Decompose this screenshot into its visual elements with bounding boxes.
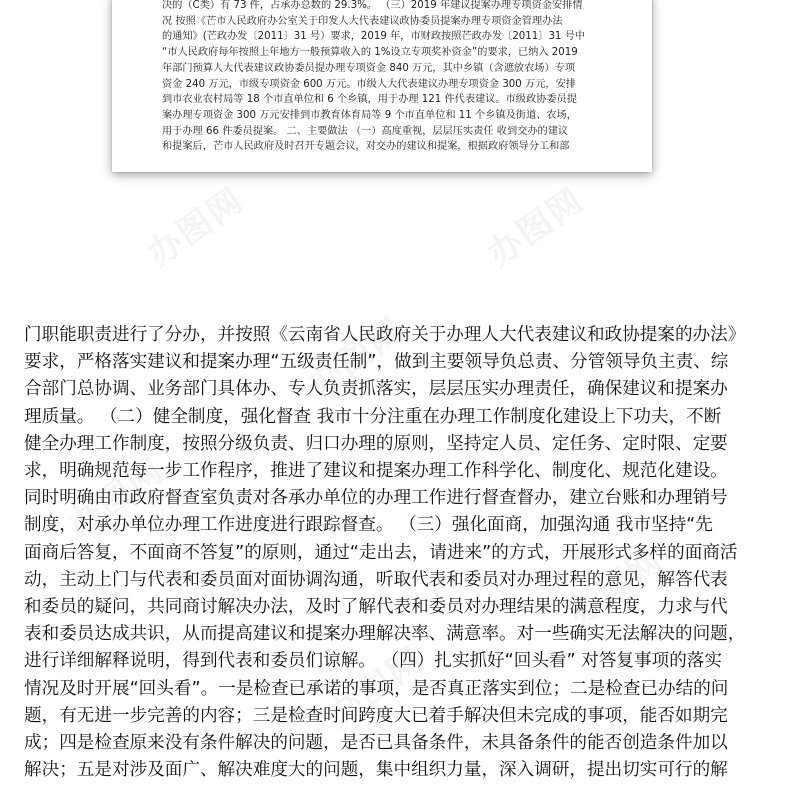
- body-line: 门职能职责进行了分办，并按照《云南省人民政府关于办理人大代表建议和政协提案的办法》: [24, 325, 746, 345]
- preview-line: “市人民政府每年按照上年地方一般预算收入的 1%设立专项奖补资金”的要求，已纳入 2019: [162, 47, 578, 59]
- body-line: 进行详细解释说明，得到代表和委员们谅解。 （四）扎实抓好“回头看” 对答复事项的落实: [24, 651, 722, 672]
- preview-line: 决的（C类）有 73 件，占承办总数的 29.3%。 （三）2019 年建议提案办理专项资金安排情: [162, 0, 583, 11]
- preview-line: 案办理专项资金 300 万元安排到市教育体育局等 9 个市直单位和 11 个乡镇及街道、农场，: [162, 109, 577, 121]
- body-line: 健全办理工作制度，按照分级负责、归口办理的原则，坚持定人员、定任务、定时限、定要: [24, 433, 728, 454]
- body-line: 合部门总协调、业务部门具体办、专人负责抓落实，层层压实办理责任，确保建议和提案办: [24, 379, 728, 400]
- body-line: 情况及时开展“回头看”。一是检查已承诺的事项，是否真正落实到位；二是检查已办结的问: [24, 678, 729, 699]
- body-line: 成；四是检查原来没有条件解决的问题，是否已具备条件，未具备条件的能否创造条件加以: [24, 733, 728, 754]
- body-line: 制度，对承办单位办理工作进度进行跟踪督查。 （三）强化面商，加强沟通 我市坚持“先: [24, 515, 713, 536]
- watermark: 办图网: [60, 450, 172, 545]
- body-line: 同时明确由市政府督查室负责对各承办单位的办理工作进行督查督办，建立台账和办理销号: [24, 488, 728, 509]
- body-line: 和委员的疑问，共同商讨解决办法，及时了解代表和委员对办理结果的满意程度，力求与代: [24, 597, 728, 618]
- watermark: 办图网: [320, 640, 432, 735]
- document-preview-card: [112, 0, 652, 172]
- watermark: 办图网: [560, 540, 672, 635]
- preview-text-block: [162, 0, 610, 155]
- preview-line: 况 按照《芒市人民政府办公室关于印发人大代表建议政协委员提案办理专项资金管理办法: [162, 15, 563, 27]
- preview-line: 年部门预算人大代表建议政协委员提办理专项资金 840 万元，其中乡镇（含遮放农场）专项: [162, 62, 576, 74]
- document-body-text: [24, 322, 776, 784]
- body-line: 求，明确规范每一步工作程序，推进了建议和提案办理工作科学化、制度化、规范化建设。: [24, 461, 728, 482]
- watermark: 办图网: [140, 180, 252, 275]
- body-line: 面商后答复，不面商不答复”的原则，通过“走出去，请进来”的方式，开展形式多样的面商活: [24, 542, 738, 563]
- body-line: 解决；五是对涉及面广、解决难度大的问题，集中组织力量，深入调研，提出切实可行的解: [24, 760, 728, 781]
- watermark: 办图网: [480, 180, 592, 275]
- body-line: 要求，严格落实建议和提案办理“五级责任制”，做到主要领导负总责、分管领导负主责、综: [24, 352, 729, 373]
- preview-line: 资金 240 万元，市级专项资金 600 万元。市级人大代表建议办理专项资金 300 万元，安排: [162, 78, 576, 90]
- watermark: 办图网: [300, 310, 412, 405]
- preview-line: 的通知》(芒政办发〔2011〕31 号）要求，2019 年，市财政按照芒政办发〔2011〕31 号中: [162, 31, 586, 43]
- body-line: 表和委员达成共识，从而提高建议和提案办理解决率、满意率。对一些确实无法解决的问题，: [24, 624, 746, 645]
- preview-line: 和提案后，芒市人民政府及时召开专题会议，对交办的建议和提案，根据政府领导分工和部: [162, 141, 570, 153]
- preview-line: 到市农业农村局等 18 个市直单位和 6 个乡镇，用于办理 121 件代表建议。市级政协委员提: [162, 94, 577, 106]
- body-line: 题，有无进一步完善的内容；三是检查时间跨度大已着手解决但未完成的事项，能否如期完: [24, 705, 728, 726]
- preview-line: 用于办理 66 件委员提案。 二、主要做法 （一）高度重视，层层压实责任 收到交办的建议: [162, 125, 569, 137]
- body-line: 理质量。 （二）健全制度，强化督查 我市十分注重在办理工作制度化建设上下功夫，不断: [24, 406, 722, 427]
- body-line: 动，主动上门与代表和委员面对面协调沟通，听取代表和委员对办理过程的意见，解答代表: [24, 569, 728, 590]
